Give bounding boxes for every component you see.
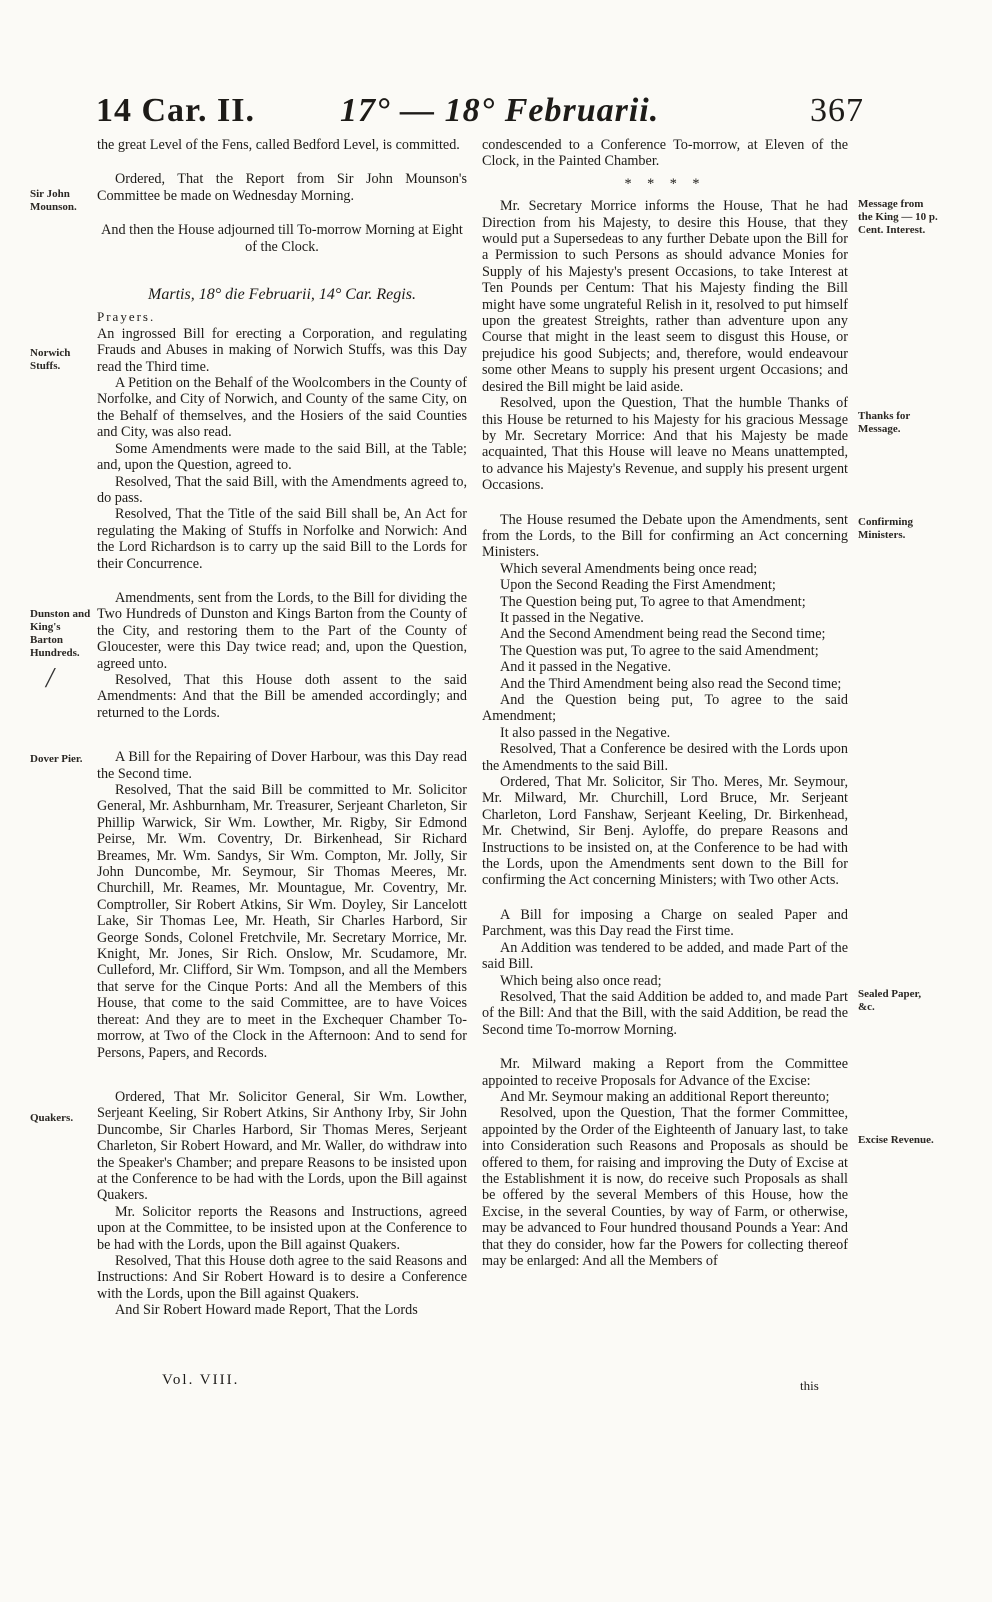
left-paragraph-l6: Martis, 18° die Februarii, 14° Car. Regis. <box>148 286 416 304</box>
margin-note-sir-john-mounson: Sir John Mounson. <box>30 188 77 213</box>
left-paragraph-l15: Resolved, That this House doth assent to the said Amendments: And that the Bill be amended accordingly; and returned to the Lords. <box>97 671 467 721</box>
right-paragraph-r6: The House resumed the Debate upon the Amendments, sent from the Lords, to the Bill for confirming an Act concerning Ministers. <box>482 511 848 561</box>
right-paragraph-r11: And the Second Amendment being read the Second time; <box>500 626 826 643</box>
right-paragraph-r25: Mr. Milward making a Report from the Committee appointed to receive Proposals for Advance of the Excise: <box>482 1056 848 1089</box>
right-paragraph-r18: Ordered, That Mr. Solicitor, Sir Tho. Meres, Mr. Seymour, Mr. Milward, Mr. Churchill, Lord Bruce, Mr. Serjeant Charleton, Lord Fanshaw, Serjeant Keeling, Dr. Birkenhead, Mr. Chetwind, Sir Benj. Ayloffe, do prepare Reasons and Instructions to be insisted on, at the Conference to be had with the Lords, upon the Amendments sent down to the Bill for confirming the Act concerning Ministers; with Two other Acts. <box>482 774 848 889</box>
paragraph-spacer <box>482 1038 848 1056</box>
right-paragraph-r16: It also passed in the Negative. <box>500 724 671 741</box>
running-head-reign: 14 Car. II. <box>96 92 255 129</box>
right-paragraph-r15: And the Question being put, To agree to the said Amendment; <box>482 692 848 725</box>
right-paragraph-r22: Which being also once read; <box>500 972 662 989</box>
left-paragraph-l7: Prayers. <box>97 309 156 325</box>
pen-mark: / <box>46 663 54 694</box>
margin-note-message-king: Message from the King — 10 p. Cent. Interest. <box>858 198 938 236</box>
margin-note-excise-revenue: Excise Revenue. <box>858 1134 934 1146</box>
left-paragraph-l12: Resolved, That the Title of the said Bill shall be, An Act for regulating the Making of Stuffs in Norfolke and Norwich: And the Lord Richardson is to carry up the said Bill to the Lords for their Concurrence. <box>97 506 467 572</box>
paragraph-spacer <box>97 721 467 749</box>
left-paragraph-l1: the great Level of the Fens, called Bedford Level, is committed. <box>97 137 460 153</box>
paragraph-spacer <box>97 204 467 222</box>
paragraph-spacer <box>97 572 467 590</box>
margin-note-sealed-paper: Sealed Paper, &c. <box>858 988 922 1013</box>
right-paragraph-r8: Upon the Second Reading the First Amendment; <box>500 577 776 594</box>
right-paragraph-r23: Resolved, That the said Addition be added to, and made Part of the Bill: And that the Bill, with the said Addition, be read the Second time To-morrow Morning. <box>482 988 848 1038</box>
right-paragraph-r27: Resolved, upon the Question, That the former Committee, appointed by the Order of the Eighteenth of January last, to take into Consideration such Reasons and Proposals as should be offered to them, for raising and improving the Duty of Excise at the Establishment it is now, do receive such Proposals as shall be offered by the several Members of this House, how the Excise, in the several Counties, by way of Farm, or otherwise, may be advanced to Four hundred thousand Pounds a Year: And that they do consider, how far the Powers for collecting thereof may be enlarged: And all the Members of <box>482 1105 848 1269</box>
right-paragraph-r26: And Mr. Seymour making an additional Report thereunto; <box>500 1088 830 1105</box>
left-paragraph-l18: Resolved, That the said Bill be committed to Mr. Solicitor General, Mr. Ashburnham, Mr. Treasurer, Serjeant Charleton, Sir Phillip Warwick, Sir Wm. Lowther, Mr. Rigby, Sir Edmond Peirse, Mr. Wm. Coventry, Dr. Birkenhead, Sir Richard Breames, Mr. Wm. Sandys, Sir Wm. Compton, Mr. Jolly, Sir John Duncombe, Mr. Seymour, Sir Thomas Meeres, Mr. Churchill, Mr. Reames, Mr. Mountague, Mr. Coventry, Mr. Comptroller, Sir Robert Atkins, Sir Wm. Doyley, Sir Lancelott Lake, Sir Thomas Lee, Mr. Heath, Sir Charles Harbord, Sir George Sonds, Colonel Fretchvile, Mr. Secretary Morrice, Mr. Knight, Mr. Jones, Sir Rich. Onslow, Mr. Scudamore, Mr. Culleford, Mr. Clifford, Sir Wm. Tompson, and all the Members that serve for the Cinque Ports: And all the Members of this House, that come to the said Committee, are to have Voices thereat: And they are to meet in the Exchequer Chamber To-morrow, at Two of the Clock in the Afternoon: And to send for Persons, Papers, and Records. <box>97 782 467 1061</box>
catchword: this <box>800 1378 819 1393</box>
running-head-date: 17° — 18° Februarii. <box>340 92 660 129</box>
right-paragraph-r4: Resolved, upon the Question, That the humble Thanks of this House be returned to his Majesty for his gracious Message by Mr. Secretary Morrice: And that his Majesty be made acquainted, That this House will leave no Means unattempted, to advance his Majesty's Revenue, and supply his present urgent Occasions. <box>482 395 848 494</box>
left-paragraph-l5: And then the House adjourned till To-morrow Morning at Eight of the Clock. <box>101 222 463 255</box>
left-paragraph-l11: Resolved, That the said Bill, with the Amendments agreed to, do pass. <box>97 473 467 506</box>
right-paragraph-r7: Which several Amendments being once read; <box>500 560 758 577</box>
paragraph-spacer <box>482 494 848 512</box>
left-paragraph-l17: A Bill for the Repairing of Dover Harbour, was this Day read the Second time. <box>97 749 467 782</box>
margin-note-confirming-ministers: Confirming Ministers. <box>858 516 913 541</box>
paragraph-spacer <box>97 1061 467 1089</box>
left-paragraph-l22: Resolved, That this House doth agree to the said Reasons and Instructions: And Sir Robert Howard is to desire a Conference with the Lords, upon the Bill against Quakers. <box>97 1252 467 1302</box>
margin-note-norwich-stuffs: Norwich Stuffs. <box>30 347 71 372</box>
right-paragraph-r12: The Question was put, To agree to the said Amendment; <box>500 642 819 659</box>
left-paragraph-l23: And Sir Robert Howard made Report, That the Lords <box>115 1302 418 1319</box>
right-paragraph-r20: A Bill for imposing a Charge on sealed Paper and Parchment, was this Day read the First time. <box>482 906 848 940</box>
right-paragraph-r21: An Addition was tendered to be added, and made Part of the said Bill. <box>482 939 848 973</box>
right-column <box>482 137 848 1269</box>
right-paragraph-r10: It passed in the Negative. <box>500 609 644 626</box>
paragraph-spacer <box>97 153 467 171</box>
left-paragraph-l14: Amendments, sent from the Lords, to the Bill for dividing the Two Hundreds of Dunston and Kings Barton from the County of the City, and restoring them to the Part of the County of Gloucester, were this Day twice read; and, upon the Question, agreed unto. <box>97 589 467 672</box>
paragraph-spacer <box>482 889 848 907</box>
page-number: 367 <box>810 92 864 129</box>
margin-note-quakers: Quakers. <box>30 1112 74 1124</box>
left-paragraph-l20: Ordered, That Mr. Solicitor General, Sir Wm. Lowther, Serjeant Keeling, Sir Robert Atkins, Sir Anthony Irby, Sir John Duncombe, Sir Charles Harbord, Sir Thomas Meres, Serjeant Charleton, Sir Robert Howard, and Mr. Waller, do withdraw into the Speaker's Chamber; and prepare Reasons to be insisted upon at the Conference to be had with the Lords, upon the Bill against Quakers. <box>97 1088 467 1204</box>
right-paragraph-r14: And the Third Amendment being also read the Second time; <box>500 675 842 692</box>
right-paragraph-r9: The Question being put, To agree to that Amendment; <box>500 593 806 610</box>
margin-note-thanks-message: Thanks for Message. <box>858 410 911 435</box>
right-paragraph-r2: * * * * <box>624 175 706 192</box>
right-paragraph-r13: And it passed in the Negative. <box>500 659 671 676</box>
left-paragraph-l8: An ingrossed Bill for erecting a Corporation, and regulating Frauds and Abuses in making of Norwich Stuffs, was this Day read the Third time. <box>97 325 467 375</box>
margin-note-dunston-hundreds: Dunston and King's Barton Hundreds. <box>30 608 91 659</box>
left-column <box>97 137 467 1319</box>
right-paragraph-r3: Mr. Secretary Morrice informs the House, That he had Direction from his Majesty, to desire this House, that they would put a Supersedeas to any further Debate upon the Bill for a Permission to such Persons as should advance Monies for Supply of his Majesty's present Occasions, to take Interest at Ten Pounds per Centum: That his Majesty finding the Bill might have some ungrateful Relish in it, resolved to put himself upon the greatest Streights, rather than adventure upon any Course that might in the least seem to disgust this House, or prejudice his good Subjects; and, therefore, would endeavour some other Means to supply his present urgent Occasions; and desired the Bill might be laid aside. <box>482 198 848 395</box>
volume-signature: Vol. VIII. <box>162 1372 240 1388</box>
left-paragraph-l10: Some Amendments were made to the said Bill, at the Table; and, upon the Question, agreed to. <box>97 440 467 474</box>
margin-note-dover-pier: Dover Pier. <box>30 753 83 765</box>
left-paragraph-l21: Mr. Solicitor reports the Reasons and Instructions, agreed upon at the Committee, to be insisted upon at the Conference to be had with the Lords, upon the Bill against Quakers. <box>97 1203 467 1253</box>
right-paragraph-r1: condescended to a Conference To-morrow, at Eleven of the Clock, in the Painted Chamber. <box>482 137 848 170</box>
left-paragraph-l3: Ordered, That the Report from Sir John Mounson's Committee be made on Wednesday Morning. <box>97 171 467 204</box>
left-paragraph-l9: A Petition on the Behalf of the Woolcombers in the County of Norfolke, and City of Norwich, and County of the same City, on the Behalf of themselves, and the Hosiers of the said Counties and City, was also read. <box>97 375 467 441</box>
right-paragraph-r17: Resolved, That a Conference be desired with the Lords upon the Amendments to the said Bill. <box>482 741 848 774</box>
